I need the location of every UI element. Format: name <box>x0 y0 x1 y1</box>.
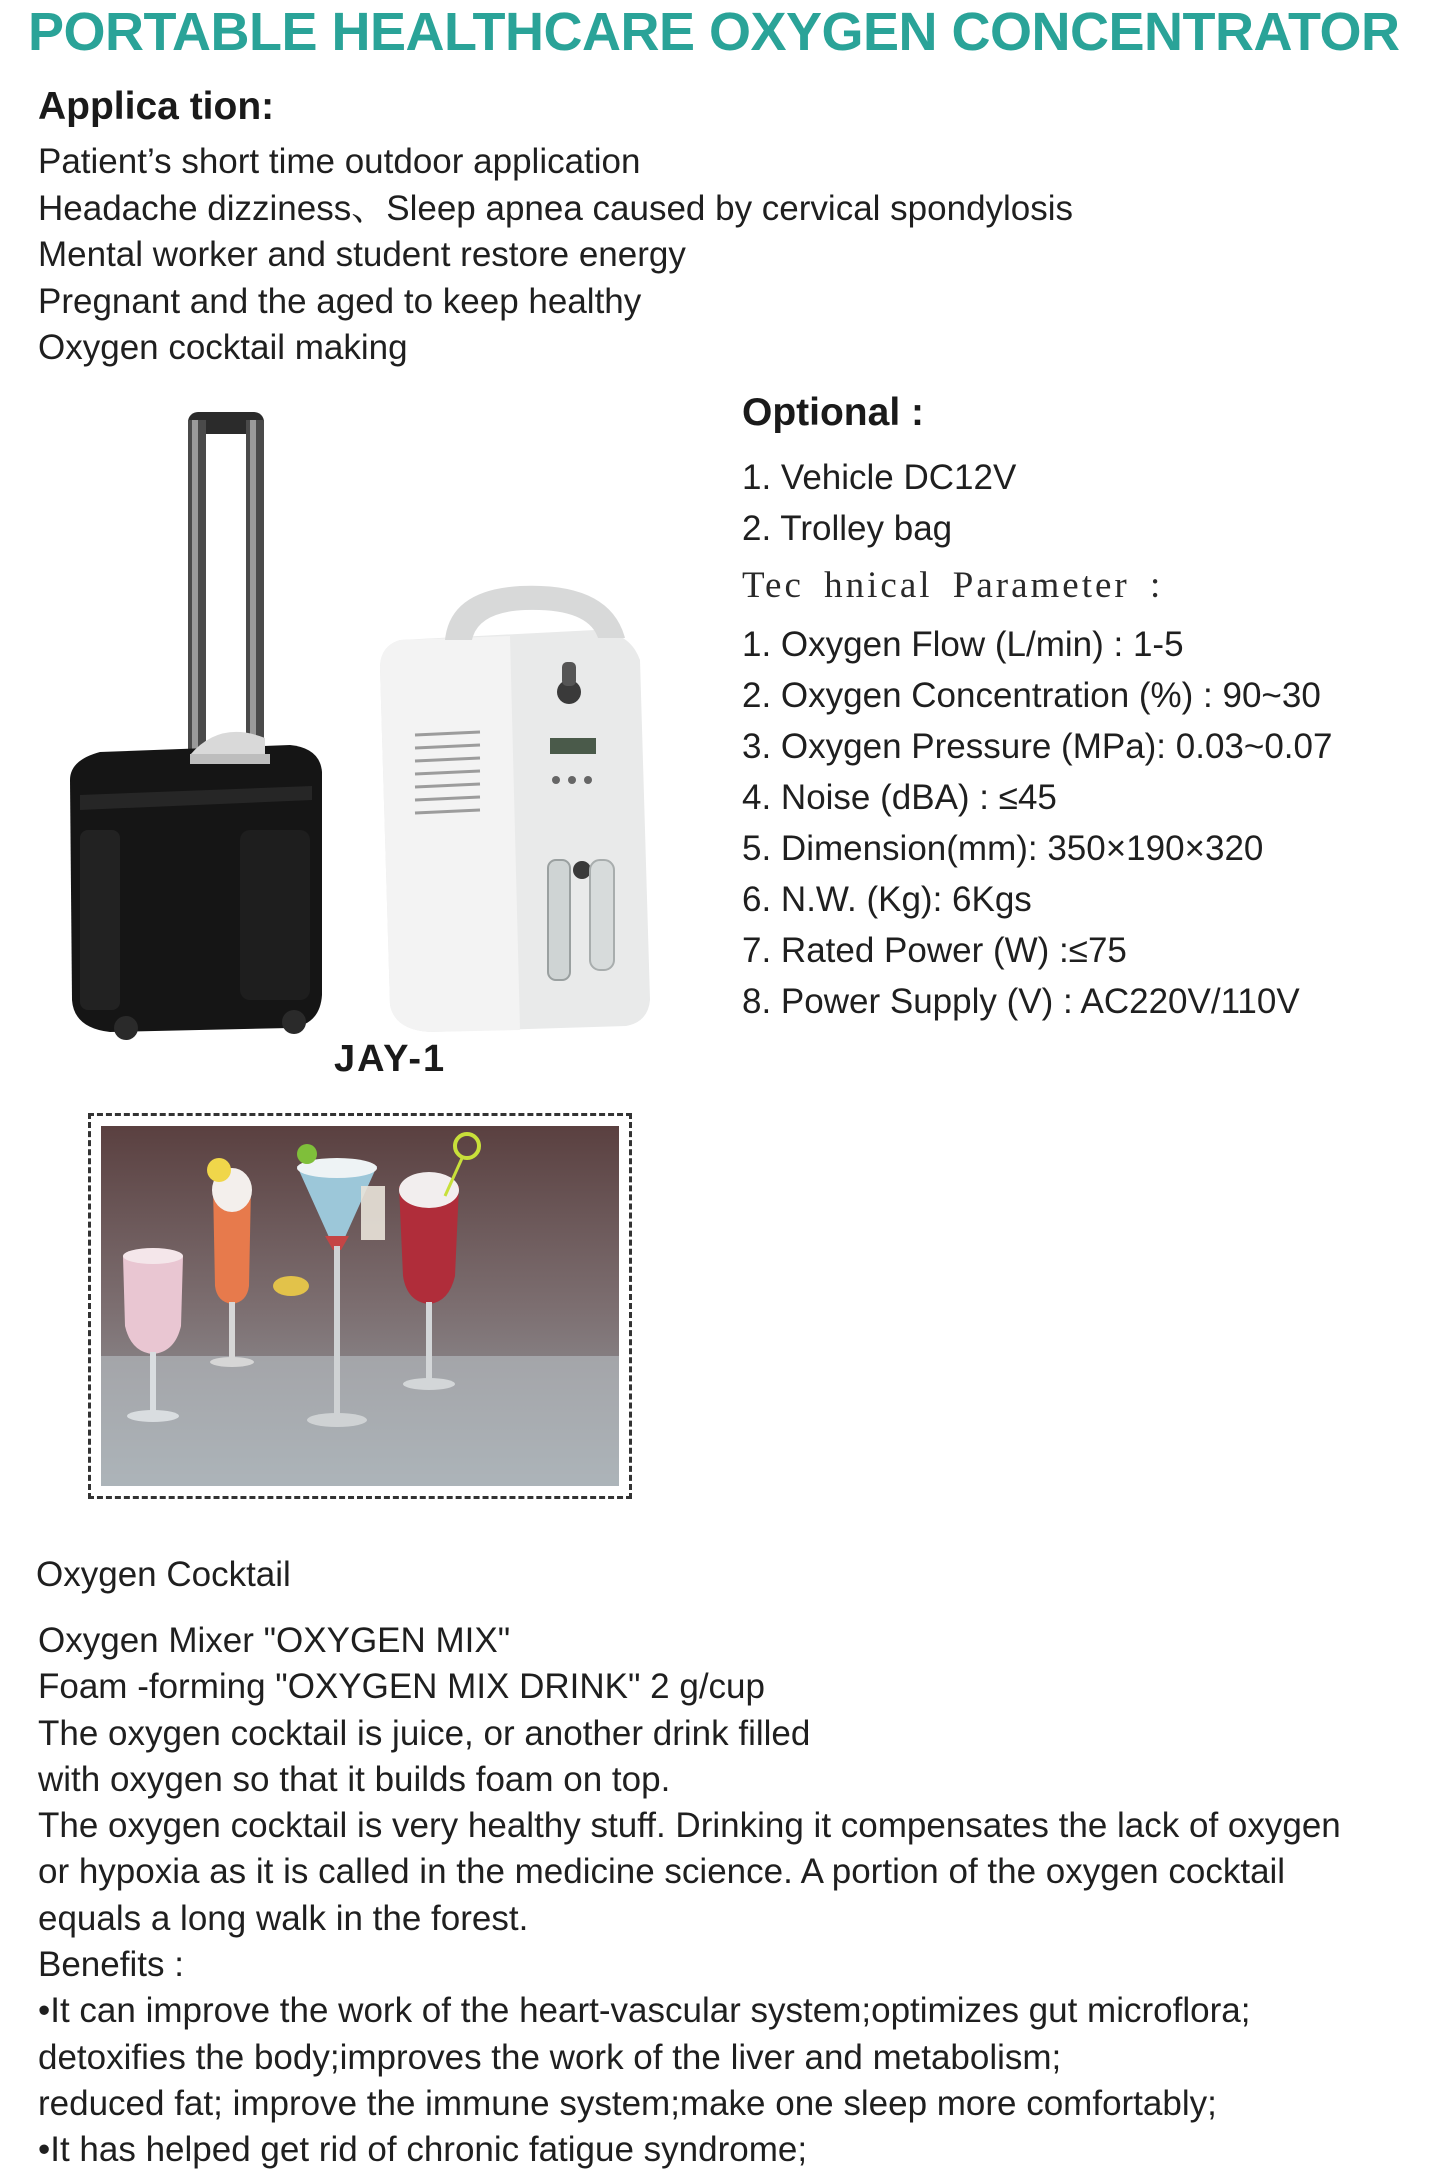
concentrator-unit <box>380 586 650 1032</box>
technical-item: 6. N.W. (Kg): 6Kgs <box>742 880 1032 919</box>
cocktail-line: Foam -forming "OXYGEN MIX DRINK" 2 g/cup <box>38 1667 765 1707</box>
technical-item: 7. Rated Power (W) :≤75 <box>742 931 1127 970</box>
application-item: Headache dizziness、Sleep apnea caused by cervical spondylosis <box>38 188 1074 228</box>
model-label: JAY-1 <box>334 1038 447 1080</box>
cocktail-photo-frame <box>88 1113 632 1499</box>
technical-item: 5. Dimension(mm): 350×190×320 <box>742 829 1264 868</box>
optional-list <box>742 452 1016 554</box>
optional-item: 2. Trolley bag <box>742 509 953 548</box>
technical-list <box>742 619 1332 1027</box>
application-list <box>38 139 1073 372</box>
cocktail-description <box>38 1618 1341 2174</box>
benefits-line: reduced fat; improve the immune system;make one sleep more comfortably; <box>38 2083 1217 2123</box>
application-item: Patient’s short time outdoor application <box>38 142 641 181</box>
page-title: PORTABLE HEALTHCARE OXYGEN CONCENTRATOR <box>28 2 1400 62</box>
technical-item: 8. Power Supply (V) : AC220V/110V <box>742 982 1300 1021</box>
technical-item: 2. Oxygen Concentration (%) : 90~30 <box>742 676 1321 715</box>
application-item: Pregnant and the aged to keep healthy <box>38 281 642 321</box>
application-item: Oxygen cocktail making <box>38 328 408 367</box>
benefits-line: •It has helped get rid of chronic fatigue syndrome; <box>38 2130 808 2170</box>
trolley-bag <box>70 732 322 1040</box>
cocktail-line: with oxygen so that it builds foam on top. <box>38 1759 671 1799</box>
cocktail-photo <box>101 1126 619 1486</box>
cocktail-line: The oxygen cocktail is very healthy stuff. Drinking it compensates the lack of oxygen <box>38 1806 1341 1846</box>
cocktail-heading: Oxygen Cocktail <box>36 1555 291 1594</box>
optional-item: 1. Vehicle DC12V <box>742 458 1017 497</box>
technical-heading: Tec hnical Parameter : <box>742 565 1164 606</box>
product-photo <box>50 400 690 1050</box>
optional-heading: Optional : <box>742 391 924 434</box>
trolley-handle <box>188 412 264 780</box>
technical-item: 3. Oxygen Pressure (MPa): 0.03~0.07 <box>742 727 1333 766</box>
benefits-line: •It can improve the work of the heart-vascular system;optimizes gut microflora; <box>38 1991 1251 2031</box>
cocktail-line: or hypoxia as it is called in the medicine science. A portion of the oxygen cocktail <box>38 1852 1286 1892</box>
technical-item: 4. Noise (dBA) : ≤45 <box>742 778 1057 817</box>
cocktail-line: The oxygen cocktail is juice, or another drink filled <box>38 1713 811 1753</box>
benefits-line: detoxifies the body;improves the work of the liver and metabolism; <box>38 2037 1062 2077</box>
cocktail-line: equals a long walk in the forest. <box>38 1898 529 1938</box>
application-item: Mental worker and student restore energy <box>38 235 686 274</box>
technical-item: 1. Oxygen Flow (L/min) : 1-5 <box>742 625 1184 664</box>
application-heading: Applica tion: <box>38 85 275 128</box>
cocktail-line: Oxygen Mixer "OXYGEN MIX" <box>38 1621 511 1660</box>
benefits-heading: Benefits : <box>38 1945 184 1985</box>
